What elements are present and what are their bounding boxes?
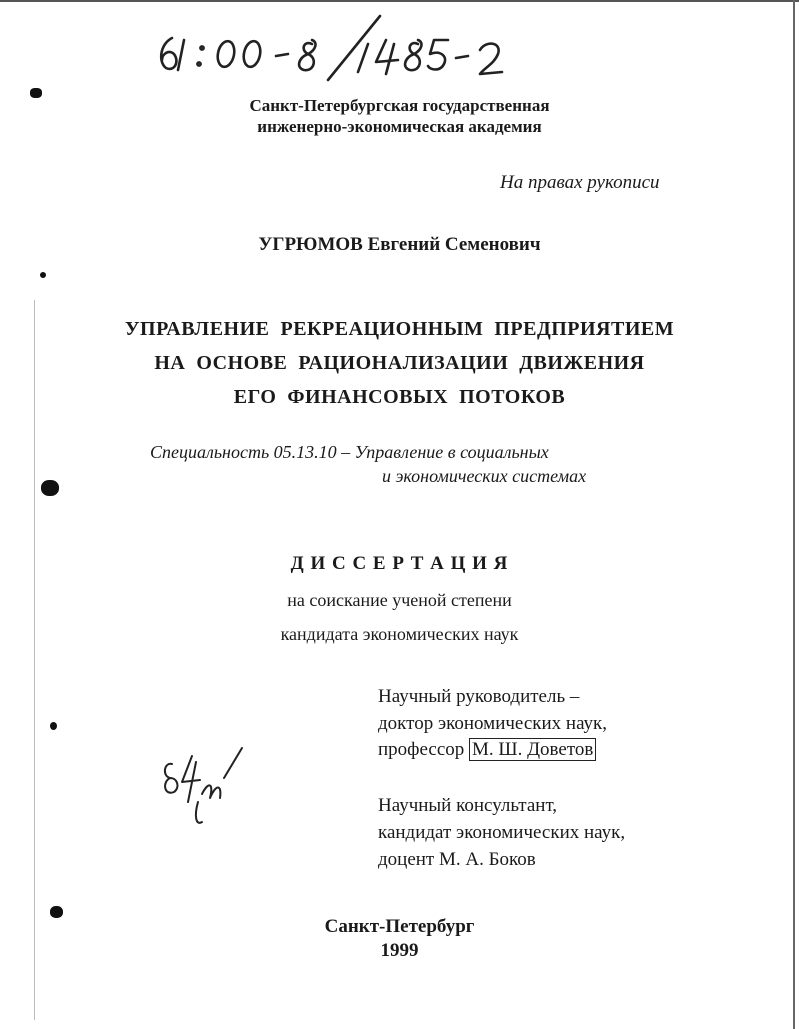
supervisor-name-box: М. Ш. Доветов	[469, 738, 596, 761]
dissertation-heading: Д И С С Е Р Т А Ц И Я	[290, 553, 509, 574]
consultant-degree: кандидат экономических наук,	[378, 822, 626, 843]
binder-hole-mark	[50, 722, 57, 730]
specialty-line1: Специальность 05.13.10 – Управление в социальных	[150, 442, 549, 462]
supervisor-title-name	[378, 737, 596, 763]
institution-name-line2: инженерно-экономическая академия	[257, 117, 542, 136]
consultant-title-name: доцент М. А. Боков	[378, 849, 536, 870]
supervisor-degree: доктор экономических наук,	[378, 713, 608, 734]
title-line3: ЕГО ФИНАНСОВЫХ ПОТОКОВ	[233, 386, 566, 408]
scan-top-edge	[0, 0, 799, 2]
city: Санкт-Петербург	[324, 916, 475, 937]
degree-line1: на соискание ученой степени	[287, 590, 512, 610]
year: 1999	[380, 940, 419, 961]
consultant-role: Научный консультант,	[378, 795, 558, 816]
handwritten-archive-number	[150, 10, 530, 82]
handwritten-note	[158, 742, 248, 828]
title-line1: УПРАВЛЕНИЕ РЕКРЕАЦИОННЫМ ПРЕДПРИЯТИЕМ	[124, 318, 675, 340]
specialty-line2: и экономических системах	[382, 466, 587, 486]
scan-right-edge	[793, 0, 795, 1029]
author-name: УГРЮМОВ Евгений Семенович	[258, 234, 541, 255]
manuscript-rights: На правах рукописи	[500, 172, 660, 193]
degree-line2: кандидата экономических наук	[280, 624, 519, 644]
binder-hole-mark	[41, 480, 59, 496]
binder-hole-mark	[40, 272, 46, 278]
supervisor-title: профессор	[378, 739, 465, 760]
supervisor-role: Научный руководитель –	[378, 686, 580, 707]
institution-name-line1: Санкт-Петербургская государственная	[249, 96, 550, 115]
title-line2: НА ОСНОВЕ РАЦИОНАЛИЗАЦИИ ДВИЖЕНИЯ	[154, 352, 645, 374]
